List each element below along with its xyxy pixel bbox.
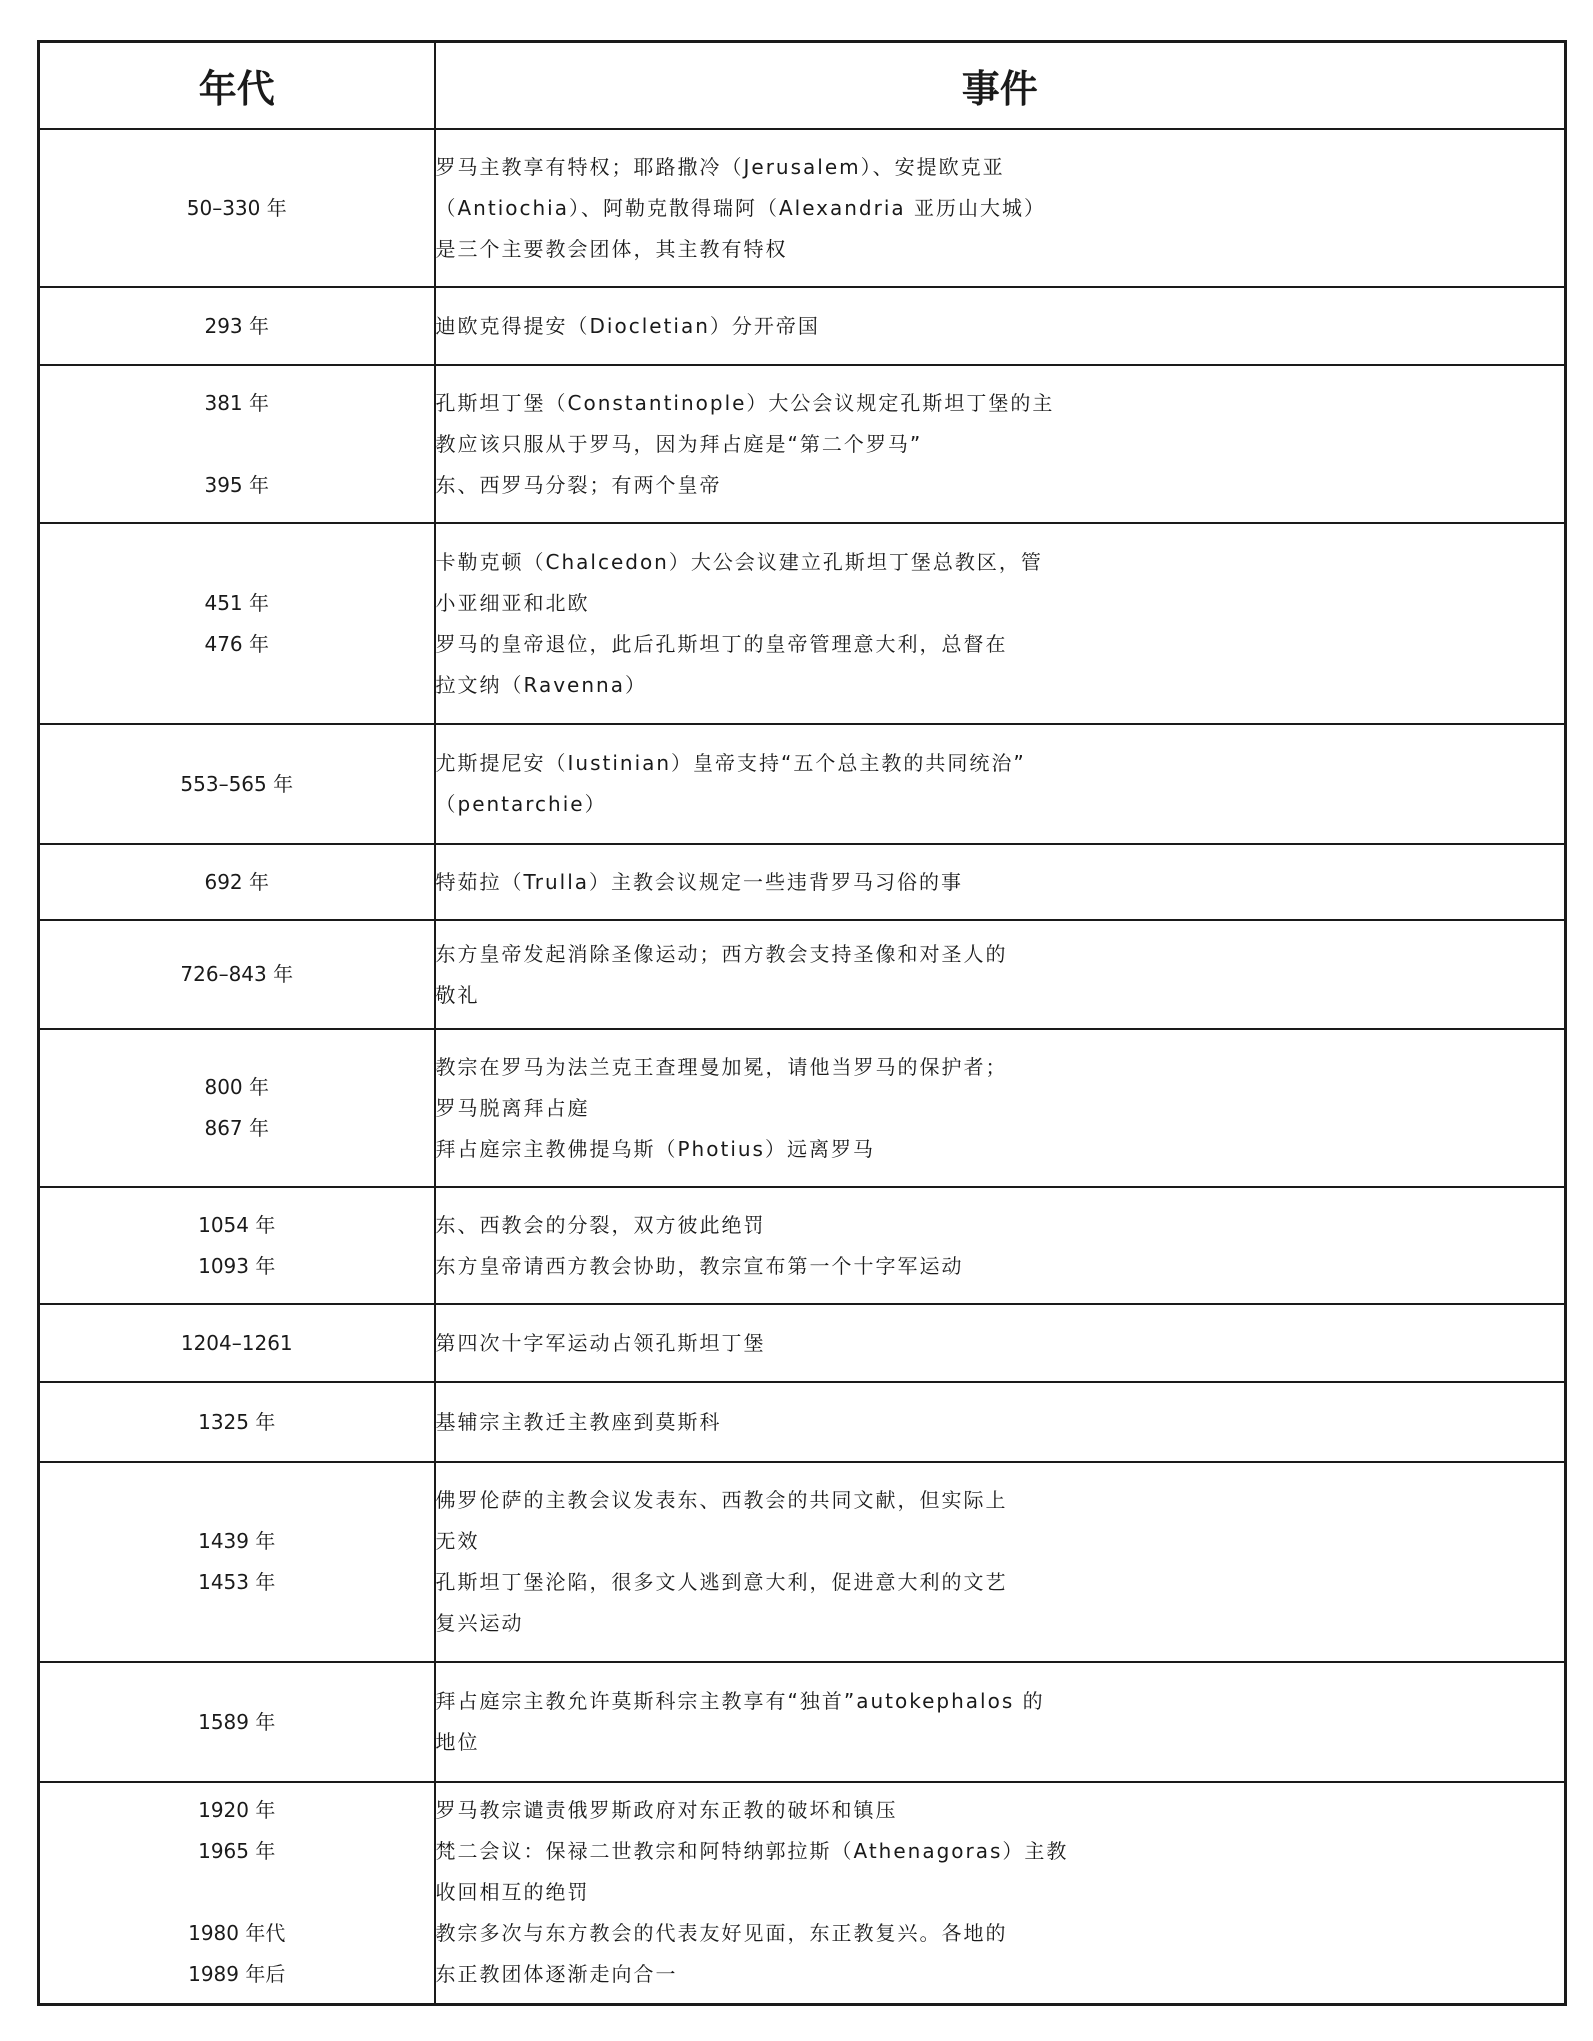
event-cell [435, 920, 1566, 1029]
year-cell [39, 1187, 435, 1304]
event-line: 尤斯提尼安（Iustinian）皇帝支持“五个总主教的共同统治” [435, 751, 1026, 775]
year-cell [39, 1382, 435, 1462]
year-line: 553–565 年 [180, 771, 294, 796]
event-line: 孔斯坦丁堡（Constantinople）大公会议规定孔斯坦丁堡的主 [435, 390, 1055, 415]
year-line: 381 年 [204, 390, 270, 415]
year-cell [39, 844, 435, 920]
table-row [39, 523, 1566, 724]
event-cell [435, 844, 1566, 920]
event-line: 第四次十字军运动占领孔斯坦丁堡 [435, 1330, 766, 1355]
event-line: 梵二会议：保禄二世教宗和阿特纳郭拉斯（Athenagoras）主教 [435, 1839, 1069, 1864]
year-line: 1453 年 [198, 1570, 276, 1594]
table-row [39, 920, 1566, 1029]
event-line: 小亚细亚和北欧 [435, 590, 590, 615]
header-row [39, 42, 1566, 130]
event-line: 佛罗伦萨的主教会议发表东、西教会的共同文献，但实际上 [435, 1488, 1008, 1512]
table-row [39, 1462, 1566, 1662]
year-cell [39, 1662, 435, 1782]
table-row [39, 1782, 1566, 2004]
event-line: 罗马主教享有特权；耶路撒冷（Jerusalem）、安提欧克亚 [435, 154, 1005, 179]
event-line: 东正教团体逐渐走向合一 [435, 1962, 678, 1987]
event-line: 卡勒克顿（Chalcedon）大公会议建立孔斯坦丁堡总教区，管 [435, 549, 1043, 574]
event-cell [435, 129, 1566, 287]
year-line: 50–330 年 [186, 195, 287, 220]
event-line: 基辅宗主教迁主教座到莫斯科 [435, 1409, 722, 1434]
event-cell [435, 523, 1566, 724]
year-line: 867 年 [204, 1116, 270, 1140]
event-line: 罗马的皇帝退位，此后孔斯坦丁的皇帝管理意大利，总督在 [435, 631, 1008, 656]
year-line: 692 年 [204, 869, 270, 894]
table-row [39, 844, 1566, 920]
year-line: 1325 年 [198, 1409, 276, 1434]
table-row [39, 724, 1566, 844]
event-line: （pentarchie） [435, 792, 607, 816]
event-column-header: 事件 [435, 42, 1566, 130]
year-cell [39, 1782, 435, 2004]
event-line: 教宗多次与东方教会的代表友好见面，东正教复兴。各地的 [435, 1921, 1008, 1946]
event-line: 教应该只服从于罗马，因为拜占庭是“第二个罗马” [435, 431, 923, 456]
table-row [39, 1304, 1566, 1382]
event-line: 罗马脱离拜占庭 [435, 1095, 590, 1120]
year-cell [39, 365, 435, 523]
year-line: 293 年 [204, 313, 270, 338]
event-line: 东方皇帝请西方教会协助，教宗宣布第一个十字军运动 [435, 1253, 964, 1278]
event-cell [435, 287, 1566, 365]
table-row [39, 1029, 1566, 1187]
event-line: 复兴运动 [435, 1611, 524, 1635]
year-cell [39, 129, 435, 287]
event-line: 孔斯坦丁堡沦陷，很多文人逃到意大利，促进意大利的文艺 [435, 1570, 1008, 1594]
event-cell [435, 1782, 1566, 2004]
table-row [39, 1187, 1566, 1304]
table-row [39, 287, 1566, 365]
event-cell [435, 365, 1566, 523]
event-cell [435, 1462, 1566, 1662]
year-cell [39, 724, 435, 844]
event-cell [435, 1662, 1566, 1782]
event-line: 东、西罗马分裂；有两个皇帝 [435, 472, 722, 497]
event-line: 教宗在罗马为法兰克王查理曼加冕，请他当罗马的保护者； [435, 1054, 1008, 1079]
event-line: 迪欧克得提安（Diocletian）分开帝国 [435, 313, 820, 338]
year-line: 1054 年 [198, 1212, 276, 1237]
year-line-spacer [40, 1872, 434, 1913]
year-line: 1589 年 [198, 1709, 276, 1734]
year-line: 1204–1261 [180, 1330, 293, 1355]
year-cell [39, 1462, 435, 1662]
year-line: 800 年 [204, 1075, 270, 1099]
event-line: 东方皇帝发起消除圣像运动；西方教会支持圣像和对圣人的 [435, 941, 1008, 966]
year-line: 395 年 [204, 472, 270, 497]
event-cell [435, 1187, 1566, 1304]
event-cell [435, 1029, 1566, 1187]
event-line: 特茹拉（Trulla）主教会议规定一些违背罗马习俗的事 [435, 869, 964, 894]
year-column-header: 年代 [39, 42, 435, 130]
table-row [39, 365, 1566, 523]
year-cell [39, 920, 435, 1029]
event-line: 地位 [435, 1730, 480, 1754]
event-line: 收回相互的绝罚 [435, 1880, 590, 1905]
event-line: 拜占庭宗主教佛提乌斯（Photius）远离罗马 [435, 1136, 875, 1161]
table-row [39, 1662, 1566, 1782]
event-line: 无效 [435, 1529, 480, 1553]
year-line: 1965 年 [198, 1839, 276, 1864]
year-line: 726–843 年 [180, 962, 294, 986]
year-line: 451 年 [204, 590, 270, 615]
year-line-spacer [40, 424, 434, 465]
event-line: 是三个主要教会团体，其主教有特权 [435, 236, 788, 261]
year-cell [39, 1304, 435, 1382]
year-cell [39, 523, 435, 724]
event-line: （Antiochia）、阿勒克散得瑞阿（Alexandria 亚历山大城） [435, 195, 1047, 220]
event-cell [435, 1382, 1566, 1462]
year-line: 1980 年代 [188, 1921, 286, 1946]
year-cell [39, 1029, 435, 1187]
year-line: 476 年 [204, 631, 270, 656]
event-cell [435, 1304, 1566, 1382]
year-cell [39, 287, 435, 365]
year-line: 1920 年 [198, 1798, 276, 1823]
event-line: 东、西教会的分裂，双方彼此绝罚 [435, 1212, 766, 1237]
event-line: 敬礼 [435, 982, 480, 1007]
event-line: 罗马教宗谴责俄罗斯政府对东正教的破坏和镇压 [435, 1798, 898, 1823]
event-line: 拉文纳（Ravenna） [435, 672, 647, 697]
year-line: 1989 年后 [188, 1962, 286, 1987]
year-line: 1093 年 [198, 1253, 276, 1278]
table-row [39, 129, 1566, 287]
year-line: 1439 年 [198, 1529, 276, 1553]
table-row [39, 1382, 1566, 1462]
event-cell [435, 724, 1566, 844]
event-line: 拜占庭宗主教允许莫斯科宗主教享有“独首”autokephalos 的 [435, 1689, 1045, 1713]
timeline-table [37, 40, 1567, 2006]
